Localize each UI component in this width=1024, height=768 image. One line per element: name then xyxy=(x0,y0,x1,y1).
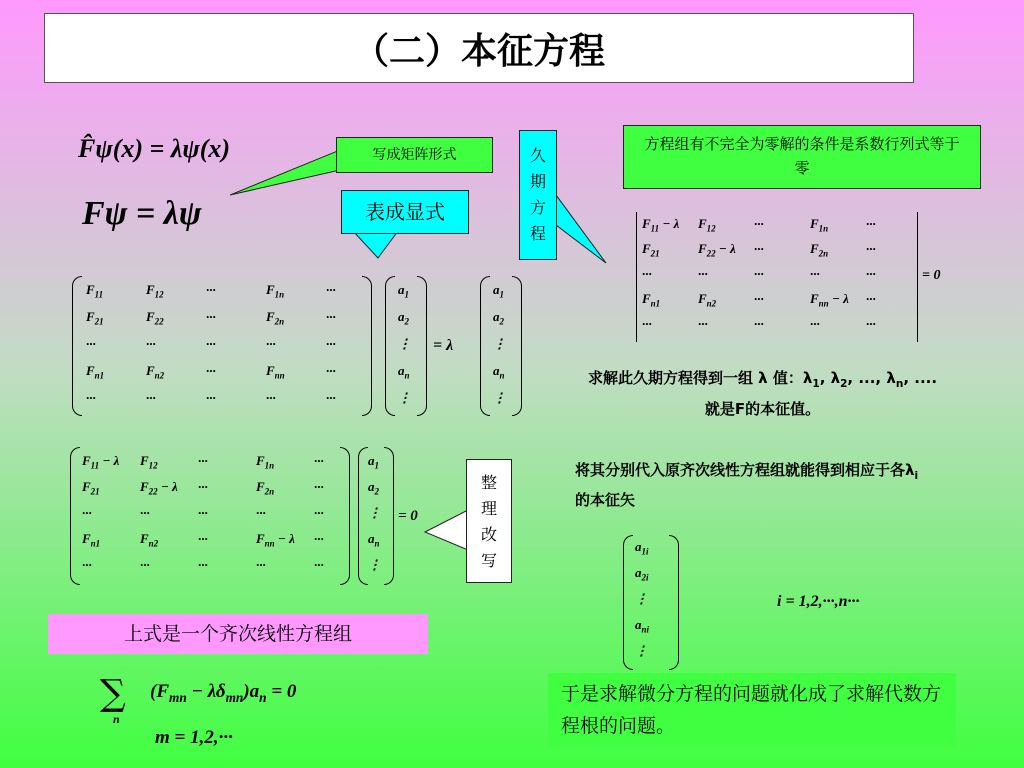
matrix-cell: ··· xyxy=(140,505,150,520)
vector-a-rhs xyxy=(480,276,522,416)
matrix-cell: $F_{2n}$ xyxy=(810,241,829,259)
matrix-cell: ··· xyxy=(146,336,156,351)
matrix-cell: $F_{22} - \lambda$ xyxy=(698,241,736,259)
callout-matrix-form: 写成矩阵形式 xyxy=(336,137,493,173)
matrix-cell: $F_{2n}$ xyxy=(266,309,285,327)
callout-rearrange xyxy=(466,459,512,583)
matrix-cell: $F_{11} - \lambda$ xyxy=(642,216,680,234)
matrix-cell: ··· xyxy=(866,241,876,256)
matrix-cell: ··· xyxy=(810,266,820,281)
matrix-cell: $F_{1n}$ xyxy=(256,453,275,471)
matrix-cell: ··· xyxy=(198,531,208,546)
matrix-cell: ··· xyxy=(314,531,324,546)
matrix-cell: ··· xyxy=(82,557,92,572)
secular-determinant xyxy=(636,212,918,342)
callout-pointer-secular xyxy=(556,185,616,270)
vector-a xyxy=(385,276,427,416)
callout-explicit-form: 表成显式 xyxy=(341,190,469,234)
equals-zero-determinant: = 0 xyxy=(922,268,941,283)
rearrange-char-4: 写 xyxy=(480,551,497,570)
vector-entry: ⋮ xyxy=(368,505,381,520)
operator-eigen-equation: F̂ψ(x) = λψ(x) xyxy=(78,134,231,163)
index-range: i = 1,2,···,n··· xyxy=(777,593,860,610)
vector-a-rearranged xyxy=(358,447,394,585)
vector-entry: $a_2$ xyxy=(368,479,379,497)
matrix-cell: $F_{2n}$ xyxy=(256,479,275,497)
matrix-cell: ··· xyxy=(642,316,652,331)
vector-entry: $a_n$ xyxy=(493,363,505,381)
vector-entry: $a_1$ xyxy=(398,282,409,300)
matrix-cell: ··· xyxy=(698,316,708,331)
matrix-cell: ··· xyxy=(198,479,208,494)
condition-note: 方程组有不完全为零解的条件是系数行列式等于零 xyxy=(623,125,981,189)
matrix-cell: ··· xyxy=(266,336,276,351)
matrix-cell: ··· xyxy=(326,309,336,324)
matrix-eigen-system xyxy=(72,276,372,416)
callout-pointer-matrix xyxy=(230,140,340,200)
vector-entry: ⋮ xyxy=(635,591,648,606)
matrix-cell: $F_{nn} - \lambda$ xyxy=(256,531,295,549)
vector-entry: ⋮ xyxy=(398,390,411,405)
matrix-cell: ··· xyxy=(206,336,216,351)
matrix-cell: ··· xyxy=(326,336,336,351)
sum-index: n xyxy=(113,712,120,726)
matrix-cell: ··· xyxy=(314,479,324,494)
matrix-cell: $F_{1n}$ xyxy=(266,282,285,300)
callout-secular-equation xyxy=(519,130,557,260)
m-range: m = 1,2,··· xyxy=(155,727,233,748)
matrix-cell: ··· xyxy=(866,216,876,231)
matrix-cell: ··· xyxy=(206,309,216,324)
matrix-cell: ··· xyxy=(642,266,652,281)
matrix-cell: $F_{n2}$ xyxy=(146,363,165,381)
matrix-cell: ··· xyxy=(866,316,876,331)
page-title: （二）本征方程 xyxy=(44,13,914,83)
eigenvalue-text: 求解此久期方程得到一组 λ 值：$\lambda_1$, $\lambda_2$, ..., $\lambda_n$, ....就是F的本征值。 xyxy=(587,369,938,418)
matrix-cell: ··· xyxy=(314,453,324,468)
matrix-cell: ··· xyxy=(82,505,92,520)
matrix-cell: $F_{n1}$ xyxy=(642,291,661,309)
vector-entry: $a_2$ xyxy=(398,309,409,327)
eigenvector xyxy=(623,535,679,670)
matrix-cell: ··· xyxy=(866,291,876,306)
matrix-cell: $F_{21}$ xyxy=(82,479,100,497)
vector-entry: ⋮ xyxy=(493,336,506,351)
matrix-cell: $F_{21}$ xyxy=(86,309,104,327)
matrix-cell: ··· xyxy=(266,390,276,405)
matrix-cell: ··· xyxy=(698,266,708,281)
matrix-cell: ··· xyxy=(140,557,150,572)
vector-entry: $a_2$ xyxy=(493,309,504,327)
matrix-cell: $F_{21}$ xyxy=(642,241,660,259)
matrix-eigen-equation: Fψ = λψ xyxy=(82,195,202,232)
matrix-cell: $F_{11} - \lambda$ xyxy=(82,453,120,471)
secular-char-2: 期 xyxy=(529,172,546,191)
matrix-rearranged xyxy=(70,447,350,585)
matrix-cell: ··· xyxy=(866,266,876,281)
matrix-cell: $F_{12}$ xyxy=(698,216,716,234)
matrix-cell: ··· xyxy=(206,282,216,297)
matrix-cell: ··· xyxy=(198,505,208,520)
rearrange-char-1: 整 xyxy=(480,473,497,492)
matrix-cell: $F_{n1}$ xyxy=(86,363,105,381)
vector-entry: $a_1$ xyxy=(493,282,504,300)
matrix-cell: ··· xyxy=(256,505,266,520)
matrix-cell: ··· xyxy=(86,390,96,405)
rearrange-char-2: 理 xyxy=(480,499,497,518)
matrix-cell: $F_{22} - \lambda$ xyxy=(140,479,178,497)
vector-entry: $a_1$ xyxy=(368,453,379,471)
equals-lambda: = λ xyxy=(433,337,454,354)
matrix-cell: $F_{12}$ xyxy=(140,453,158,471)
matrix-cell: ··· xyxy=(326,282,336,297)
matrix-cell: ··· xyxy=(314,557,324,572)
matrix-cell: ··· xyxy=(326,390,336,405)
matrix-cell: ··· xyxy=(198,557,208,572)
matrix-cell: ··· xyxy=(256,557,266,572)
matrix-cell: $F_{12}$ xyxy=(146,282,164,300)
matrix-cell: $F_{n1}$ xyxy=(82,531,101,549)
secular-char-1: 久 xyxy=(529,146,546,165)
matrix-cell: ··· xyxy=(754,266,764,281)
vector-entry: $a_{ni}$ xyxy=(635,617,650,635)
matrix-cell: $F_{22}$ xyxy=(146,309,164,327)
eigenvector-text: 将其分别代入原齐次线性方程组就能得到相应于各$\lambda_i$的本征矢 xyxy=(575,461,919,509)
equals-zero-rearranged: = 0 xyxy=(398,508,418,524)
sum-equation: $(F_{mn} - \lambda\delta_{mn})a_n = 0$ xyxy=(150,681,297,705)
matrix-cell: ··· xyxy=(86,336,96,351)
matrix-cell: ··· xyxy=(754,216,764,231)
vector-entry: ⋮ xyxy=(368,557,381,572)
matrix-cell: $F_{11}$ xyxy=(86,282,104,300)
rearrange-char-3: 改 xyxy=(480,525,497,544)
vector-entry: $a_{2i}$ xyxy=(635,565,649,583)
matrix-cell: ··· xyxy=(206,390,216,405)
conclusion-box: 于是求解微分方程的问题就化成了求解代数方程根的问题。 xyxy=(548,673,956,747)
vector-entry: ⋮ xyxy=(635,643,648,658)
vector-entry: $a_n$ xyxy=(398,363,410,381)
secular-char-3: 方 xyxy=(529,198,546,217)
matrix-cell: $F_{nn} - \lambda$ xyxy=(810,291,849,309)
matrix-cell: $F_{n2}$ xyxy=(140,531,159,549)
vector-entry: ⋮ xyxy=(398,336,411,351)
matrix-cell: ··· xyxy=(146,390,156,405)
vector-entry: ⋮ xyxy=(493,390,506,405)
matrix-cell: ··· xyxy=(810,316,820,331)
matrix-cell: $F_{n2}$ xyxy=(698,291,717,309)
matrix-cell: ··· xyxy=(206,363,216,378)
matrix-cell: $F_{1n}$ xyxy=(810,216,829,234)
matrix-cell: ··· xyxy=(754,316,764,331)
matrix-cell: ··· xyxy=(754,291,764,306)
sum-symbol: ∑ xyxy=(100,673,126,714)
matrix-cell: ··· xyxy=(754,241,764,256)
vector-entry: $a_{1i}$ xyxy=(635,539,649,557)
homogeneous-label: 上式是一个齐次线性方程组 xyxy=(48,614,428,654)
matrix-cell: ··· xyxy=(198,453,208,468)
matrix-cell: $F_{nn}$ xyxy=(266,363,285,381)
matrix-cell: ··· xyxy=(326,363,336,378)
secular-char-4: 程 xyxy=(529,224,546,243)
vector-entry: $a_n$ xyxy=(368,531,380,549)
matrix-cell: ··· xyxy=(314,505,324,520)
